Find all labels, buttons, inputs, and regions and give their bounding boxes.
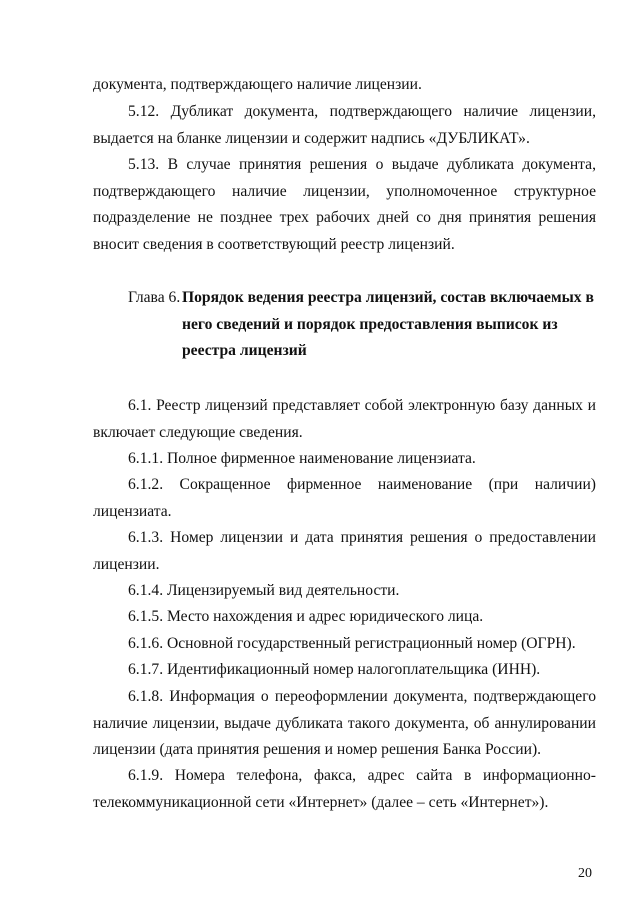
paragraph-6-1-7: 6.1.7. Идентификационный номер налогоплательщика (ИНН). — [128, 661, 541, 678]
paragraph-5-13: 5.13. В случае принятия решения о выдаче дубликата документа, подтверждающего наличие лицензии, уполномоченное структурное подразделение не позднее трех рабочих дней со дня принятия решения вносит сведения в соответствующий реестр лицензий. — [93, 156, 596, 253]
paragraph-6-1-4: 6.1.4. Лицензируемый вид деятельности. — [128, 582, 400, 599]
chapter-title-line: Порядок ведения реестра лицензий, состав включаемых в — [182, 289, 594, 306]
paragraph-6-1-2: 6.1.2. Сокращенное фирменное наименование (при наличии) лицензиата. — [93, 476, 596, 520]
chapter-title-line: него сведений и порядок предоставления выписок из — [182, 315, 558, 333]
paragraph-5-12: 5.12. Дубликат документа, подтверждающего наличие лицензии, выдается на бланке лицензии и содержит надпись «ДУБЛИКАТ». — [93, 103, 596, 147]
paragraph-6-1-1: 6.1.1. Полное фирменное наименование лицензиата. — [128, 450, 476, 467]
chapter-label: Глава 6. — [128, 289, 181, 306]
paragraph-6-1-8: 6.1.8. Информация о переоформлении документа, подтверждающего наличие лицензии, выдаче дубликата такого документа, об аннулировании лицензии (дата принятия решения и номер решения Банка России). — [93, 688, 596, 758]
paragraph-6-1: 6.1. Реестр лицензий представляет собой электронную базу данных и включает следующие сведения. — [93, 397, 596, 441]
paragraph-6-1-6: 6.1.6. Основной государственный регистрационный номер (ОГРН). — [128, 635, 576, 652]
paragraph-continuation: документа, подтверждающего наличие лицензии. — [93, 76, 422, 93]
page-number: 20 — [578, 866, 592, 881]
chapter-title — [182, 285, 602, 365]
paragraph-6-1-3: 6.1.3. Номер лицензии и дата принятия решения о предоставлении лицензии. — [93, 529, 596, 573]
chapter-title-line: реестра лицензий — [182, 342, 307, 359]
paragraph-6-1-5: 6.1.5. Место нахождения и адрес юридического лица. — [128, 608, 484, 625]
paragraph-6-1-9: 6.1.9. Номера телефона, факса, адрес сайта в информационно-телекоммуникационной сети «Интернет» (далее – сеть «Интернет»). — [93, 767, 596, 811]
